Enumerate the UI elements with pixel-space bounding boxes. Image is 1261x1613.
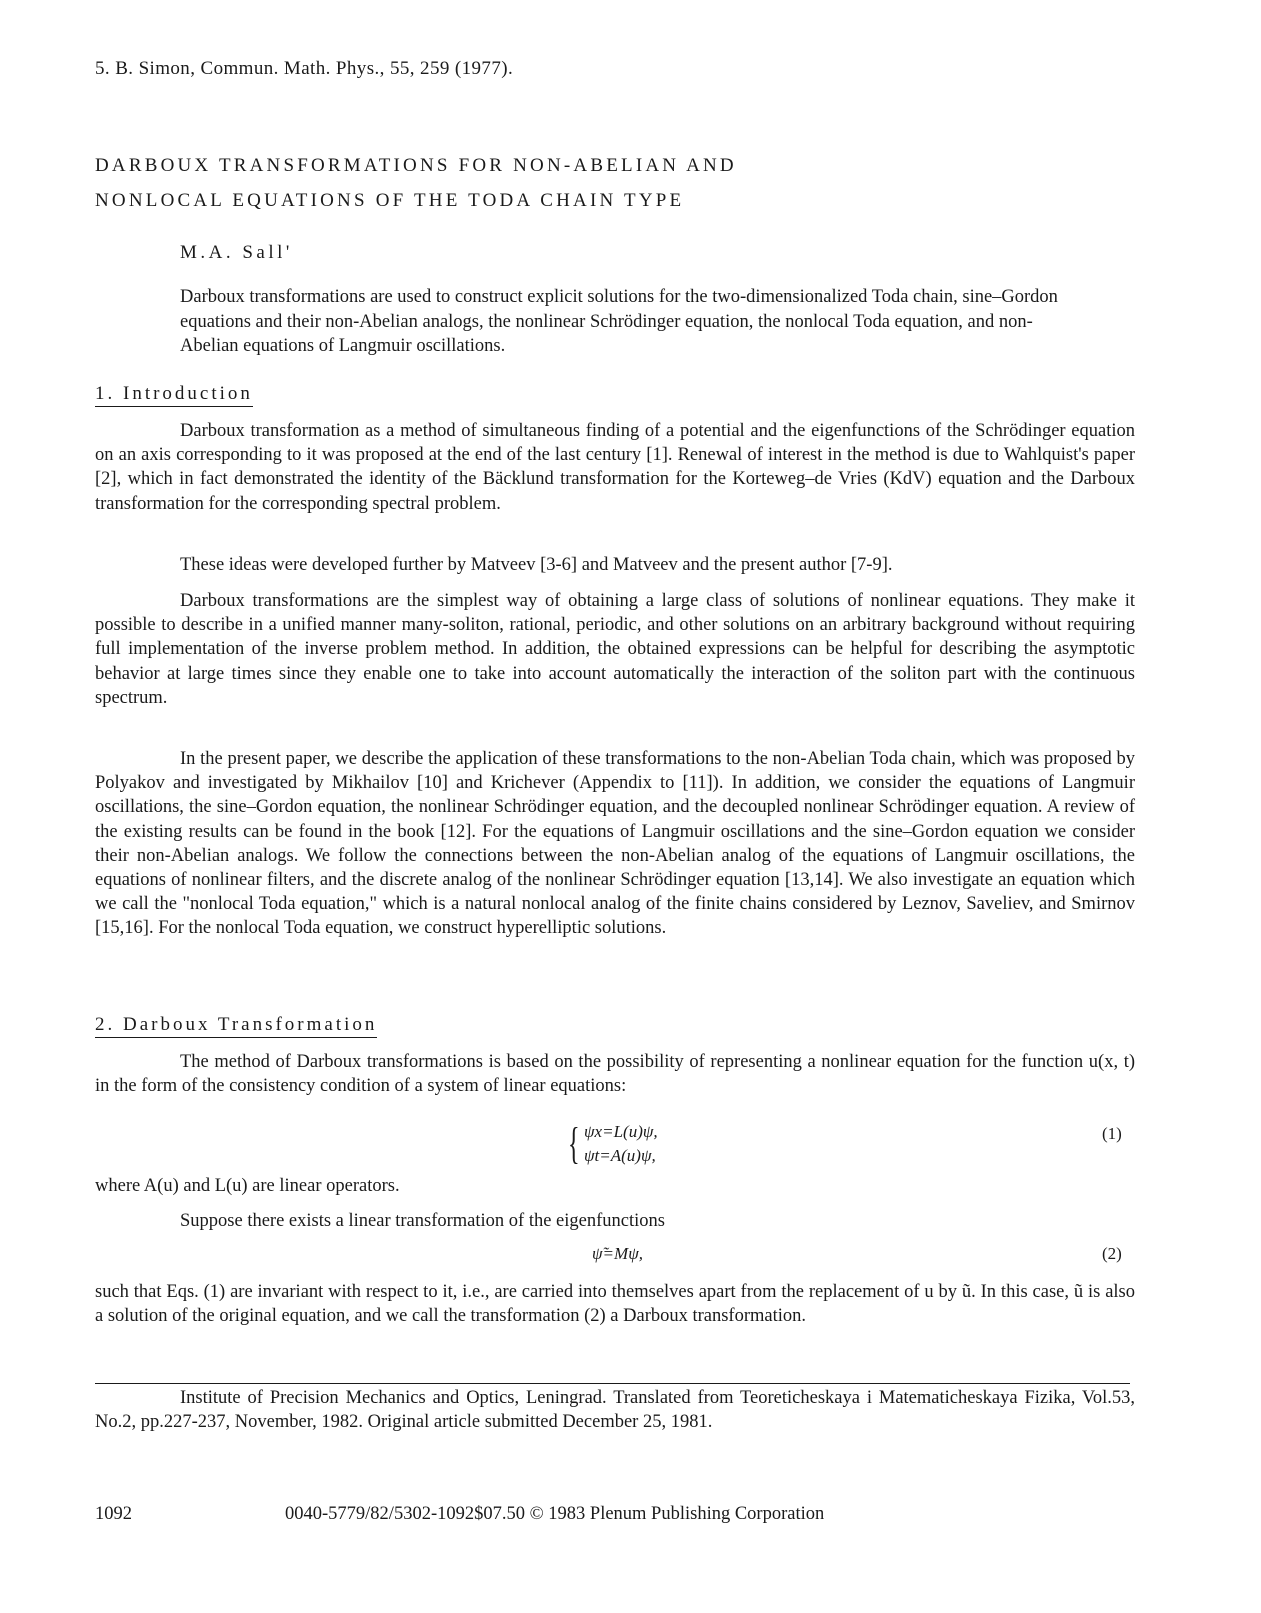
- paragraph: Darboux transformation as a method of simultaneous finding of a potential and the eigenfunctions of the Schrödinger equation on an axis corresponding to it was proposed at the end of the last century [1]. Renewal of interest in the method is due to Wahlquist's paper [2], which in fact demonstrated the identity of the Bäcklund transformation for the Korteweg–de Vries (KdV) equation and the Darboux transformation for the corresponding spectral problem.: [95, 421, 1135, 514]
- abstract: Darboux transformations are used to construct explicit solutions for the two-dimensionalized Toda chain, sine–Gordon equations and their non-Abelian analogs, the nonlinear Schrödinger equation, the nonlocal Toda equation, and non-Abelian equations of Langmuir oscillations.: [180, 287, 1058, 356]
- equation-1-line-2: ψt=A(u)ψ,: [584, 1146, 656, 1165]
- equation-2-number: (2): [1102, 1244, 1122, 1263]
- author-name: M.A. Sall': [180, 242, 293, 263]
- paragraph: These ideas were developed further by Matveev [3-6] and Matveev and the present author [7-9].: [180, 555, 893, 575]
- section-heading-introduction: 1. Introduction: [95, 383, 253, 407]
- publication-code: 0040-5779/82/5302-1092$07.50 © 1983 Plenum Publishing Corporation: [285, 1504, 825, 1524]
- equation-2: ψ̃=Mψ,: [592, 1244, 643, 1263]
- footnote: Institute of Precision Mechanics and Optics, Leningrad. Translated from Teoreticheskaya i Matematicheskaya Fizika, Vol.53, No.2, pp.227-237, November, 1982. Original article submitted December 25, 1981.: [95, 1388, 1135, 1432]
- footnote-rule: [95, 1383, 1130, 1384]
- paragraph: such that Eqs. (1) are invariant with respect to it, i.e., are carried into themselves apart from the replacement of u by ũ. In this case, ũ is also a solution of the original equation, and we call the transformation (2) a Darboux transformation.: [95, 1282, 1135, 1327]
- title-line-1: DARBOUX TRANSFORMATIONS FOR NON-ABELIAN AND: [95, 155, 737, 176]
- paragraph: where A(u) and L(u) are linear operators.: [95, 1176, 400, 1196]
- paragraph: Suppose there exists a linear transformation of the eigenfunctions: [180, 1211, 665, 1231]
- page-number: 1092: [95, 1504, 132, 1524]
- paragraph: The method of Darboux transformations is based on the possibility of representing a nonlinear equation for the function u(x, t) in the form of the consistency condition of a system of linear equations:: [95, 1052, 1135, 1097]
- brace-symbol: {: [568, 1119, 580, 1168]
- equation-1-line-1: ψx=L(u)ψ,: [584, 1122, 658, 1141]
- reference-item: 5. B. Simon, Commun. Math. Phys., 55, 259 (1977).: [95, 58, 514, 79]
- section-heading-darboux-transformation: 2. Darboux Transformation: [95, 1014, 377, 1038]
- paragraph: Darboux transformations are the simplest way of obtaining a large class of solutions of nonlinear equations. They make it possible to describe in a unified manner many-soliton, rational, periodic, and other solutions on an arbitrary background without requiring full implementation of the inverse problem method. In addition, the obtained expressions can be helpful for describing the asymptotic behavior at large times since they enable one to take into account automatically the interaction of the soliton part with the continuous spectrum.: [95, 591, 1135, 708]
- title-line-2: NONLOCAL EQUATIONS OF THE TODA CHAIN TYPE: [95, 190, 685, 211]
- paragraph: In the present paper, we describe the application of these transformations to the non-Abelian Toda chain, which was proposed by Polyakov and investigated by Mikhailov [10] and Krichever (Appendix to [11]). In addition, we consider the equations of Langmuir oscillations, the sine–Gordon equation, the nonlinear Schrödinger equation, and the decoupled nonlinear Schrödinger equation. A review of the existing results can be found in the book [12]. For the equations of Langmuir oscillations and the sine–Gordon equation we consider their non-Abelian analogs. We follow the connections between the non-Abelian analog of the equations of Langmuir oscillations, the equations of nonlinear filters, and the discrete analog of the nonlinear Schrödinger equation [13,14]. We also investigate an equation which we call the "nonlocal Toda equation," which is a natural nonlocal analog of the finite chains considered by Leznov, Saveliev, and Smirnov [15,16]. For the nonlocal Toda equation, we construct hyperelliptic solutions.: [95, 749, 1135, 939]
- equation-1-number: (1): [1102, 1124, 1122, 1143]
